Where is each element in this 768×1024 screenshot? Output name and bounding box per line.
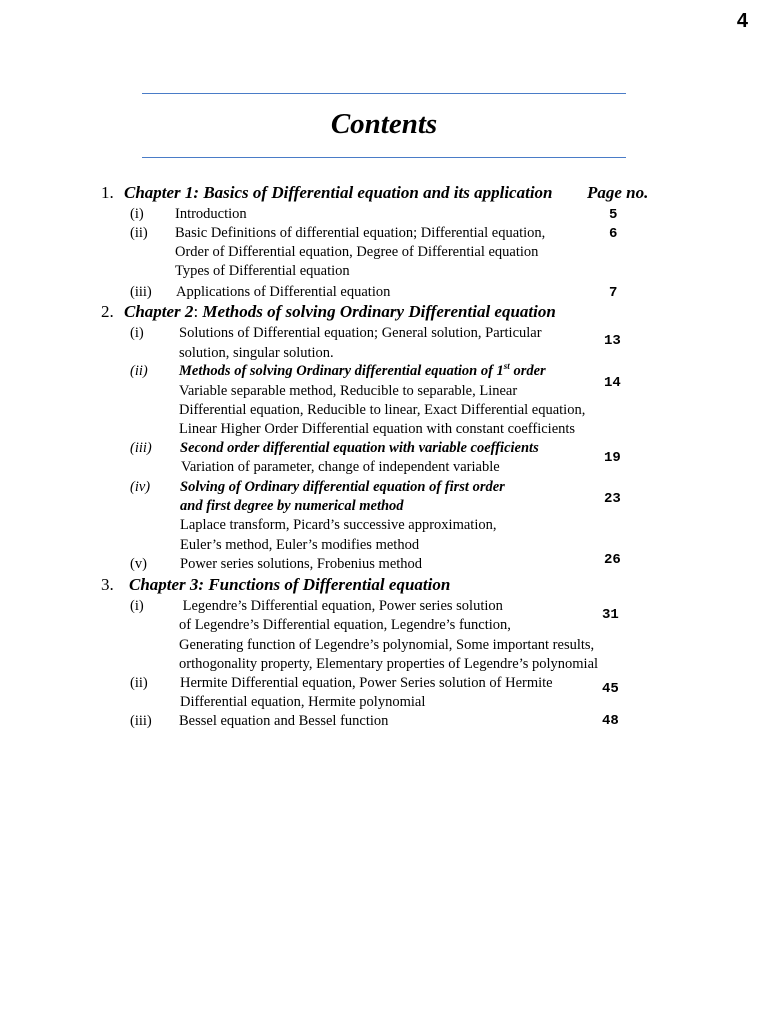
item-page: 23: [604, 491, 621, 507]
item-text: Generating function of Legendre’s polynomial, Some important results,: [179, 637, 595, 653]
item-label: (i): [130, 206, 144, 222]
item-page: 14: [604, 375, 621, 391]
title-bottom-rule: [142, 157, 626, 158]
chapter-title: Chapter 1: Basics of Differential equation and its application: [124, 183, 553, 202]
item-page: 13: [604, 333, 621, 349]
page-no-header: Page no.: [587, 183, 649, 202]
title-top-rule: [142, 93, 626, 94]
item-text: Euler’s method, Euler’s modifies method: [180, 537, 420, 553]
chapter-number: 3.: [101, 575, 114, 594]
item-label: (iii): [130, 284, 152, 300]
item-text: orthogonality property, Elementary properties of Legendre’s polynomial: [179, 656, 599, 672]
item-label: (i): [130, 325, 144, 341]
item-text: Differential equation, Reducible to linear, Exact Differential equation,: [179, 402, 586, 418]
item-label: (i): [130, 598, 144, 614]
item-text: Applications of Differential equation: [176, 284, 391, 300]
item-label: (ii): [130, 675, 148, 691]
item-text: Basic Definitions of differential equation; Differential equation,: [175, 225, 546, 241]
item-page: 31: [602, 607, 619, 623]
item-text: Order of Differential equation, Degree of Differential equation: [175, 244, 539, 260]
item-text: Power series solutions, Frobenius method: [180, 556, 423, 572]
item-page: 26: [604, 552, 621, 568]
item-text: Types of Differential equation: [175, 263, 350, 279]
chapter-number: 2.: [101, 302, 114, 321]
item-label: (ii): [130, 225, 148, 241]
item-text: Variation of parameter, change of independent variable: [181, 459, 500, 475]
item-text: Laplace transform, Picard’s successive approximation,: [180, 517, 497, 533]
item-heading: Methods of solving Ordinary differential equation of 1st order: [179, 361, 546, 379]
item-text: solution, singular solution.: [179, 345, 334, 361]
item-page: 5: [609, 207, 618, 223]
item-label: (iii): [130, 713, 152, 729]
item-text: of Legendre’s Differential equation, Legendre’s function,: [179, 617, 511, 633]
chapter-title: Chapter 2: Methods of solving Ordinary Differential equation: [124, 302, 556, 321]
chapter-title: Chapter 3: Functions of Differential equation: [129, 575, 451, 594]
item-heading: Solving of Ordinary differential equation of first order: [180, 479, 505, 495]
item-text: Differential equation, Hermite polynomial: [180, 694, 426, 710]
item-page: 48: [602, 713, 619, 729]
item-page: 19: [604, 450, 621, 466]
item-text: Variable separable method, Reducible to separable, Linear: [179, 383, 518, 399]
item-page: 45: [602, 681, 619, 697]
item-label: (iii): [130, 440, 152, 456]
item-text: Linear Higher Order Differential equation with constant coefficients: [179, 421, 576, 437]
item-label: (ii): [130, 363, 148, 379]
item-text: Bessel equation and Bessel function: [179, 713, 389, 729]
item-text: Introduction: [175, 206, 247, 222]
item-text: Legendre’s Differential equation, Power series solution: [179, 598, 503, 614]
item-page: 7: [609, 285, 618, 301]
item-heading: Second order differential equation with variable coefficients: [180, 440, 539, 456]
item-text: Solutions of Differential equation; General solution, Particular: [179, 325, 542, 341]
item-label: (iv): [130, 479, 151, 495]
item-text: Hermite Differential equation, Power Series solution of Hermite: [180, 675, 553, 691]
item-label: (v): [130, 556, 147, 572]
page-number: 4: [736, 10, 748, 32]
item-page: 6: [609, 226, 618, 242]
chapter-number: 1.: [101, 183, 114, 202]
page-title: Contents: [330, 108, 438, 140]
item-heading: and first degree by numerical method: [180, 498, 404, 514]
